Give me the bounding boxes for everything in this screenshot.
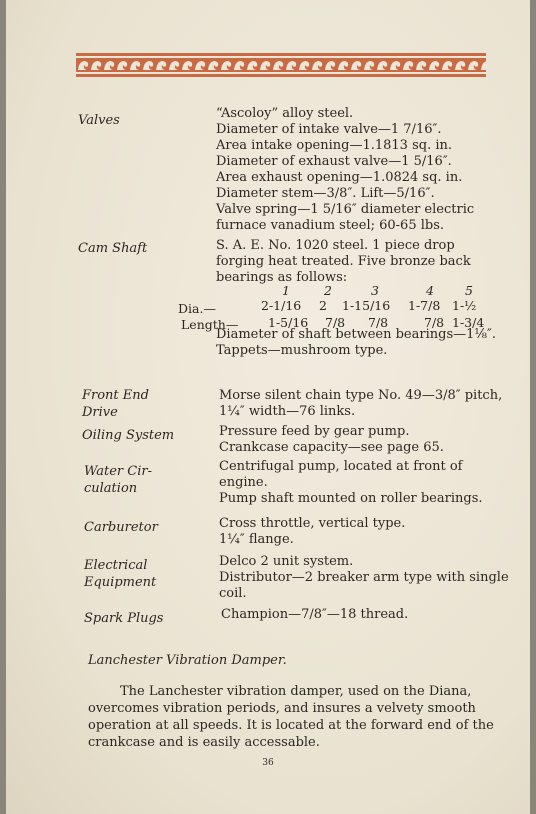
bearing-number: 3 xyxy=(371,283,379,298)
spec-label: Oiling System xyxy=(82,428,175,443)
length-label: Length— xyxy=(181,317,239,332)
spec-label: Water Cir- culation xyxy=(84,464,152,496)
spec-text: “Ascoloy” alloy steel. Diameter of intake valve—1 7/16″. Area intake opening—1.1813 sq. in. Diameter of exhaust valve—1 5/16″. Area exhaust opening—1.0824 sq. in. Diameter stem—3/8″. Lift—5/16″. Valve spring—1 5/16″ diameter electric furnace vanadium steel; 60-65 lbs. xyxy=(216,106,475,233)
length-value: 7/8 xyxy=(424,315,445,330)
length-value: 1-5/16 xyxy=(268,315,309,330)
spec-text: Morse silent chain type No. 49—3/8″ pitch, 1¼″ width—76 links. xyxy=(219,388,503,419)
spec-text: Champion—7/8″—18 thread. xyxy=(221,607,409,622)
spec-text: Pressure feed by gear pump. Crankcase capacity—see page 65. xyxy=(219,424,444,455)
bearing-number: 2 xyxy=(324,283,332,298)
spec-text: Cross throttle, vertical type. 1¼″ flange. xyxy=(219,516,406,547)
spec-label: Carburetor xyxy=(84,520,158,535)
spec-text: Centrifugal pump, located at front of engine. Pump shaft mounted on roller bearings. xyxy=(219,459,483,506)
cam-shaft-notes: Diameter of shaft between bearings—1⅛″. Tappets—mushroom type. xyxy=(216,327,496,358)
spec-label: Electrical Equipment xyxy=(84,558,157,590)
section-title: Lanchester Vibration Damper. xyxy=(88,653,287,668)
dia-value: 2 xyxy=(319,298,327,313)
decorative-wave-border xyxy=(76,53,486,77)
dia-label: Dia.— xyxy=(178,301,216,316)
dia-value: 1-½ xyxy=(452,298,477,313)
page-number: 36 xyxy=(262,758,274,768)
spec-label: Cam Shaft xyxy=(78,241,148,256)
dia-value: 2-1/16 xyxy=(261,298,302,313)
dia-value: 1-15/16 xyxy=(342,298,391,313)
spec-text: S. A. E. No. 1020 steel. 1 piece drop forging heat treated. Five bronze back bearings as follows: xyxy=(216,238,471,285)
dia-value: 1-7/8 xyxy=(408,298,441,313)
bearing-number: 1 xyxy=(282,283,290,298)
bearing-number: 5 xyxy=(465,283,473,298)
spec-label: Valves xyxy=(78,113,120,128)
length-value: 7/8 xyxy=(368,315,389,330)
spec-label: Front End Drive xyxy=(82,388,149,420)
spec-text: Delco 2 unit system. Distributor—2 breaker arm type with single coil. xyxy=(219,554,509,601)
bearing-number: 4 xyxy=(426,283,434,298)
book-page xyxy=(6,0,530,814)
length-value: 1-3/4 xyxy=(452,315,485,330)
length-value: 7/8 xyxy=(325,315,346,330)
spec-label: Spark Plugs xyxy=(84,611,164,626)
body-paragraph: The Lanchester vibration damper, used on the Diana, overcomes vibration periods, and insures a velvety smooth operation at all speeds. It is located at the forward end of the crankcase and is easily accessable. xyxy=(88,684,494,750)
